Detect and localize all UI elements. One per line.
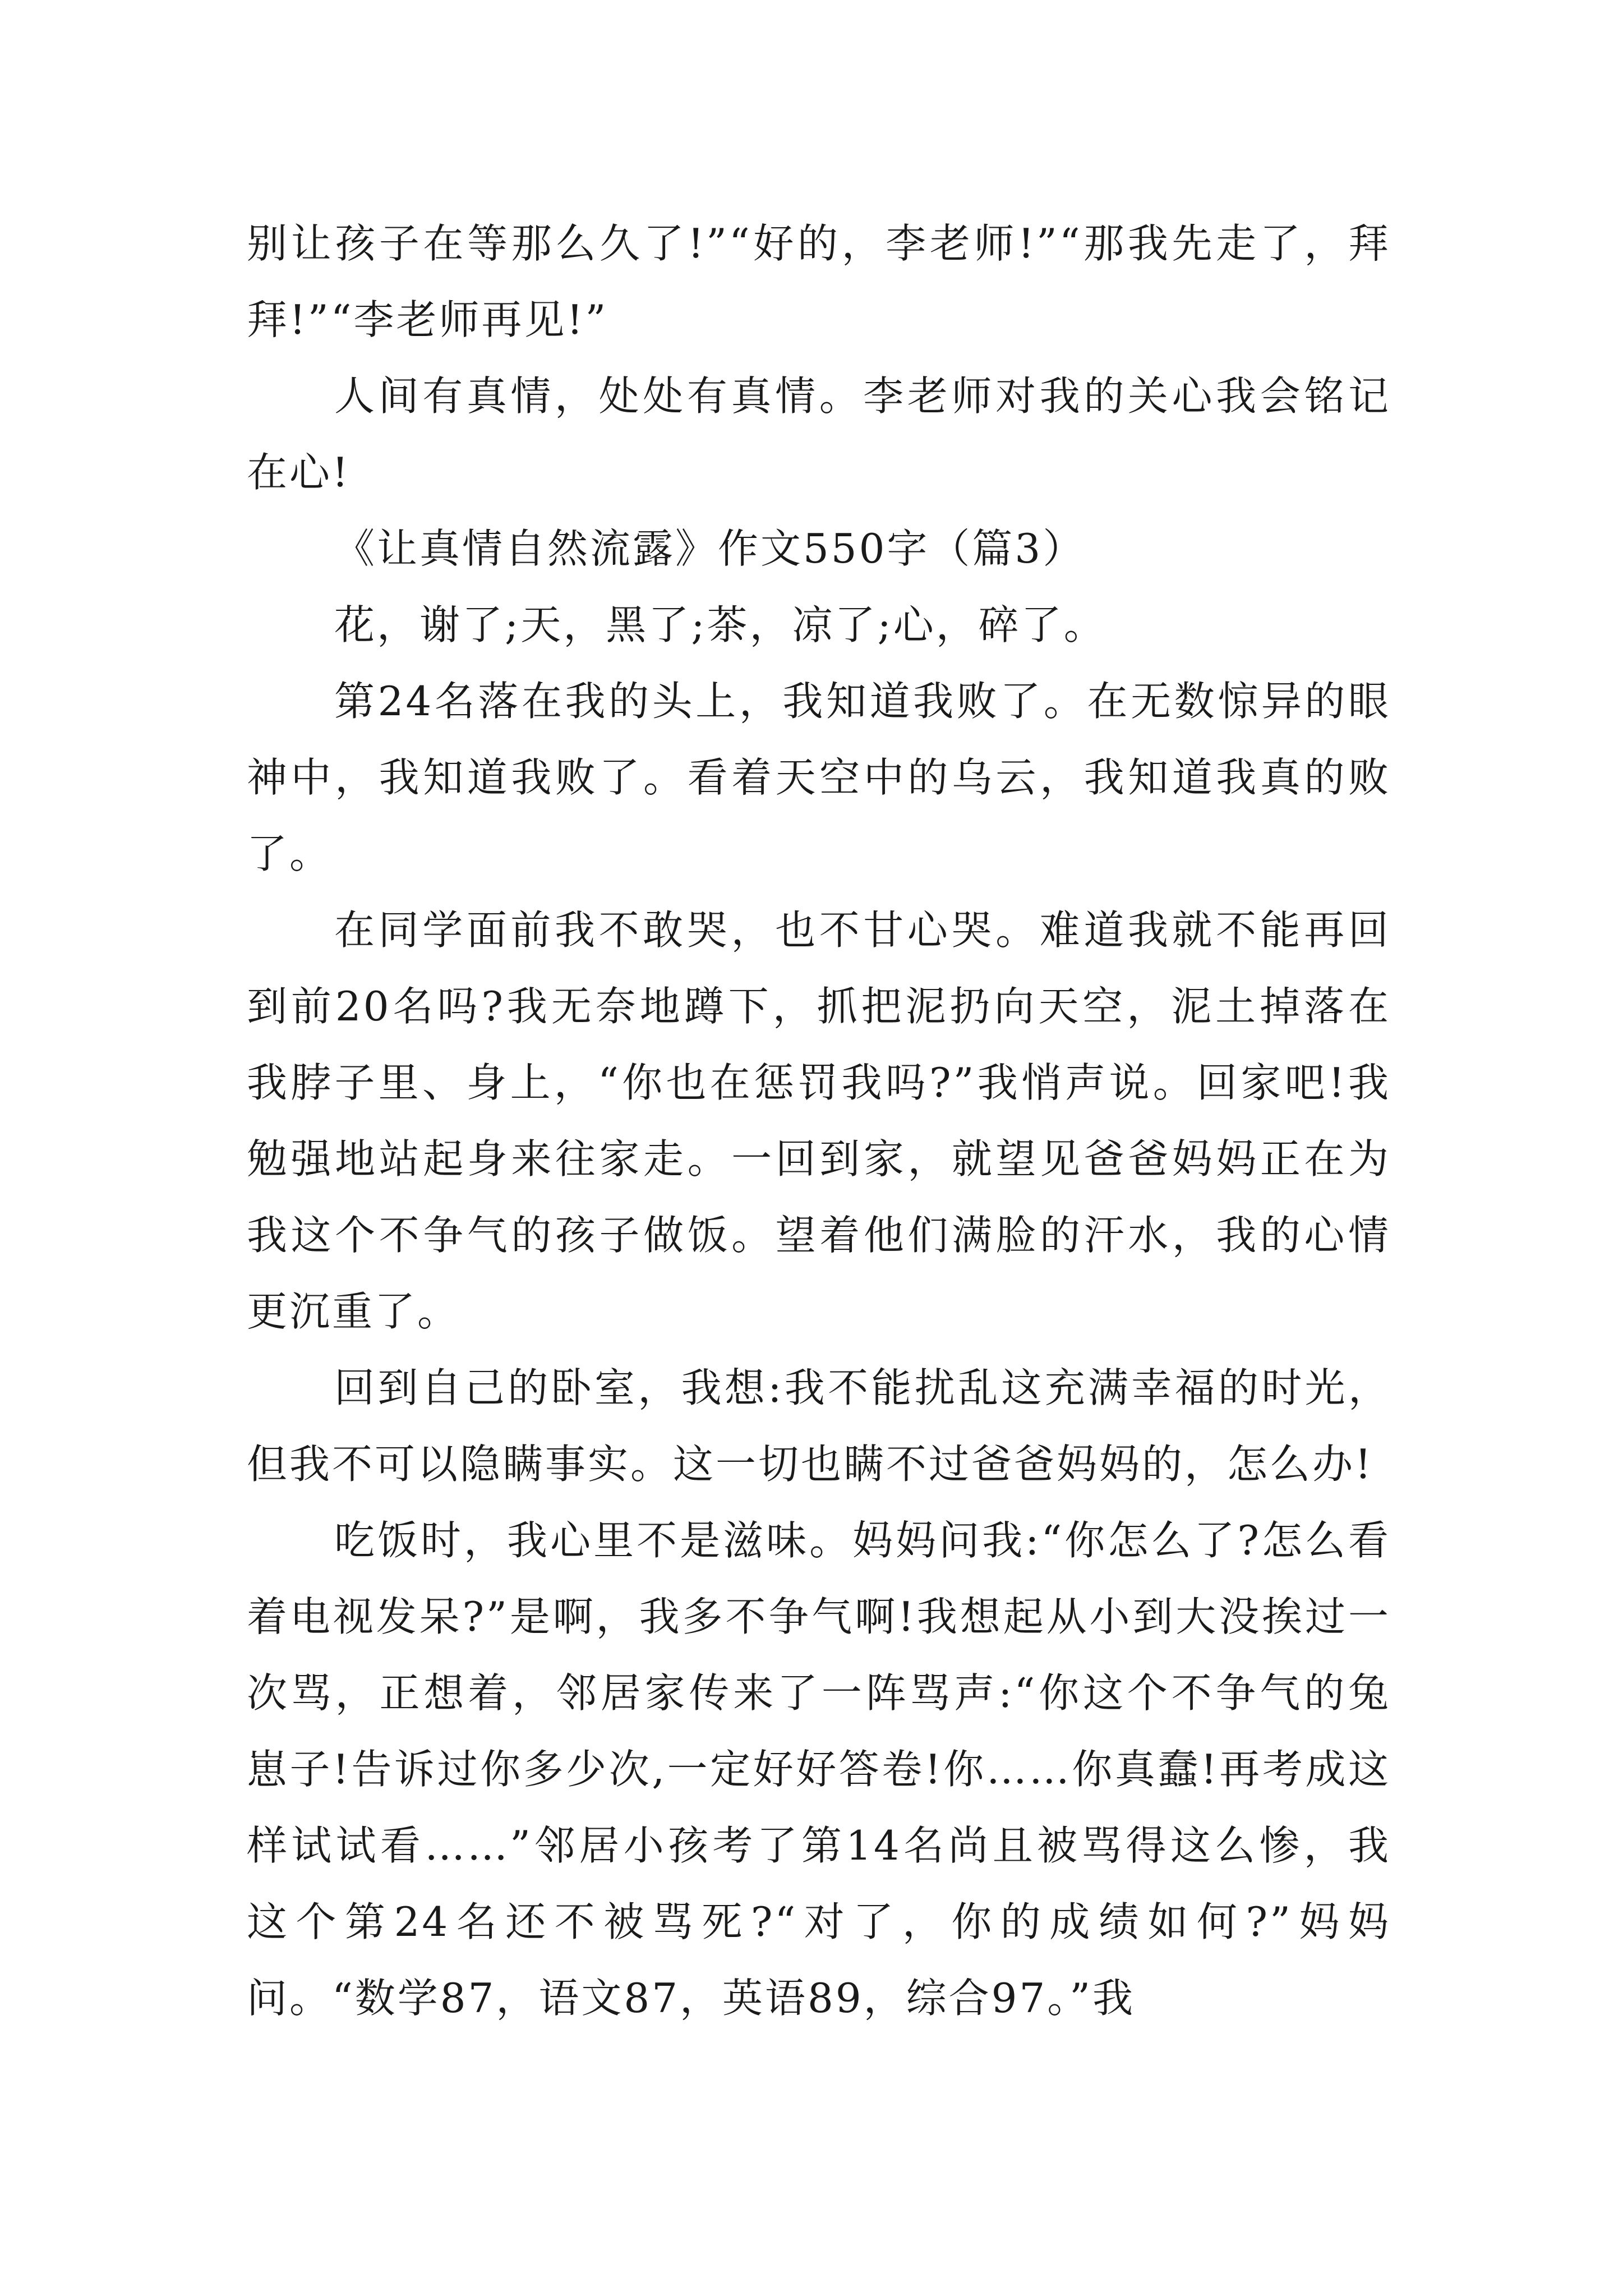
paragraph-going-home: 在同学面前我不敢哭，也不甘心哭。难道我就不能再回到前20名吗?我无奈地蹲下，抓把泥扔向天空，泥土掉落在我脖子里、身上，“你也在惩罚我吗?”我悄声说。回家吧!我勉强地站起身来往家走。一回到家，就望见爸爸妈妈正在为我这个不争气的孩子做饭。望着他们满脸的汗水，我的心情更沉重了。	[247, 907, 1391, 1335]
paragraph-opening: 花，谢了;天，黑了;茶，凉了;心，碎了。	[334, 601, 1106, 648]
essay-body	[247, 205, 1391, 2036]
paragraph-failure: 第24名落在我的头上，我知道我败了。在无数惊异的眼神中，我知道我败了。看着天空中的乌云，我知道我真的败了。	[247, 678, 1391, 877]
essay-title: 《让真情自然流露》作文550字（篇3）	[334, 525, 1086, 572]
paragraph-continuation: 别让孩子在等那么久了!”“好的，李老师!”“那我先走了，拜拜!”“李老师再见!”	[247, 220, 1391, 343]
paragraph-bedroom: 回到自己的卧室，我想:我不能扰乱这充满幸福的时光，但我不可以隐瞒事实。这一切也瞒不过爸爸妈妈的，怎么办!	[247, 1364, 1391, 1488]
paragraph-dinner: 吃饭时，我心里不是滋味。妈妈问我:“你怎么了?怎么看着电视发呆?”是啊，我多不争气啊!我想起从小到大没挨过一次骂，正想着，邻居家传来了一阵骂声:“你这个不争气的兔崽子!告诉过你多少次,一定好好答卷!你……你真蠢!再考成这样试试看……”邻居小孩考了第14名尚且被骂得这么惨，我这个第24名还不被骂死?“对了，你的成绩如何?”妈妈问。“数学87，语文87，英语89，综合97。”我	[247, 1517, 1391, 2022]
paragraph-conclusion: 人间有真情，处处有真情。李老师对我的关心我会铭记在心!	[247, 372, 1391, 496]
